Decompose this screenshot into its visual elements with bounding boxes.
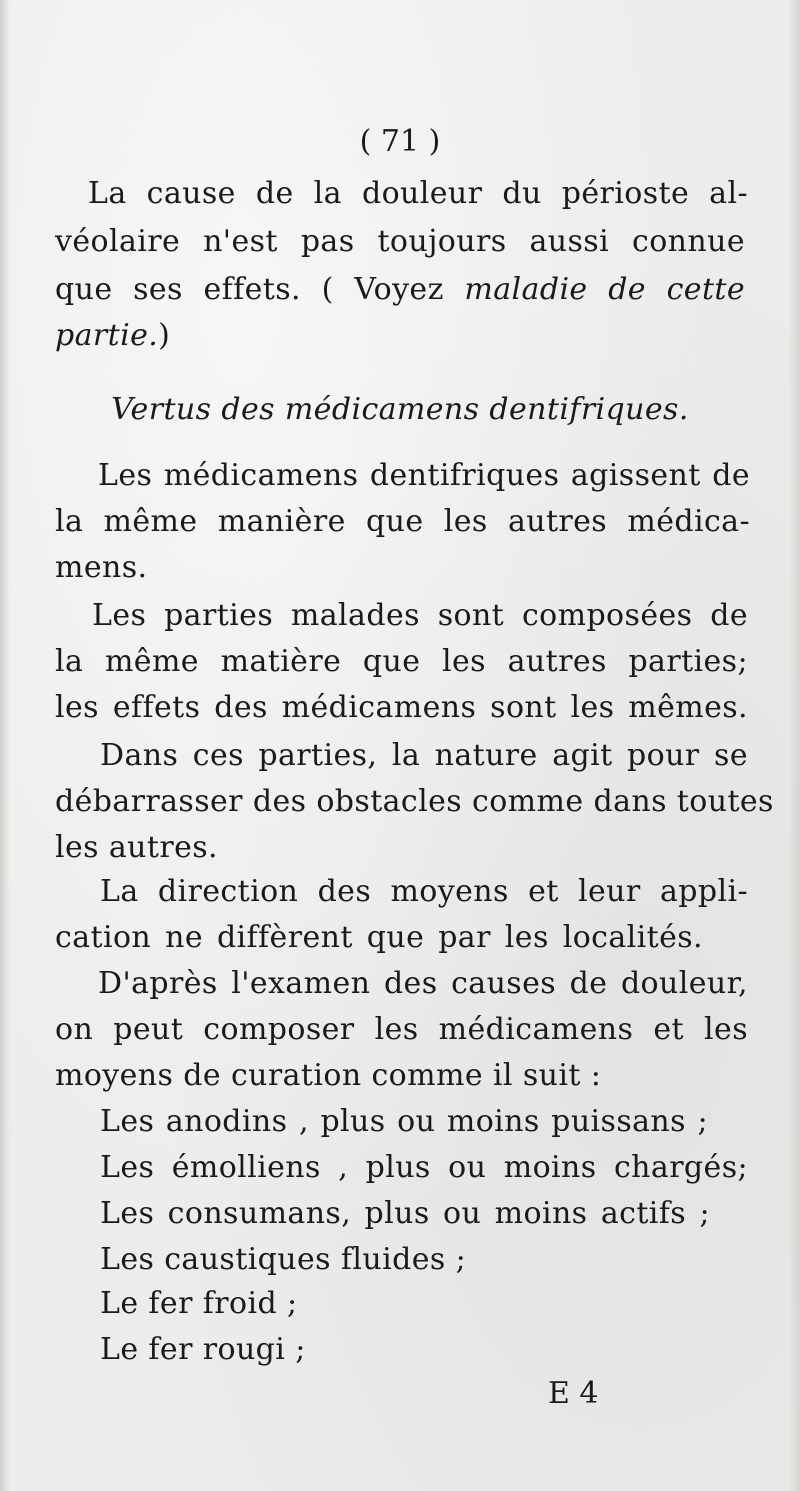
signature-mark: E 4 (548, 1376, 599, 1411)
page-left-edge-shadow (0, 0, 10, 1491)
paragraph-6-line-3: moyens de curation comme il suit : (55, 1058, 602, 1093)
remedy-item: Le fer rougi ; (100, 1332, 306, 1367)
paragraph-4-line-1: Dans ces parties, la nature agit pour se (100, 738, 748, 773)
paragraph-4-line-2: débarrasser des obstacles comme dans toutes (55, 784, 774, 819)
paragraph-1-line-4 (55, 318, 170, 354)
remedy-item: Les émolliens , plus ou moins chargés; (100, 1150, 748, 1185)
paragraph-1-line-3 (55, 272, 745, 308)
remedy-item: Les consumans, plus ou moins actifs ; (100, 1196, 710, 1231)
paragraph-1-line-3-italic: maladie de cette (464, 272, 746, 307)
remedy-item: Le fer froid ; (100, 1286, 298, 1321)
paragraph-6-line-2: on peut composer les médicamens et les (55, 1012, 748, 1047)
page-right-edge-shadow (788, 0, 800, 1491)
paragraph-3-line-2: la même matière que les autres parties; (55, 644, 748, 679)
paragraph-2-line-2: la même manière que les autres médica- (55, 504, 750, 539)
section-heading: Vertus des médicamens dentifriques. (111, 392, 689, 427)
paragraph-1-line-4-roman: ) (158, 318, 171, 353)
paragraph-1-line-2: véolaire n'est pas toujours aussi connue (55, 224, 745, 259)
remedy-item: Les caustiques fluides ; (100, 1242, 467, 1277)
paragraph-1-line-3-roman: que ses effets. ( Voyez (55, 272, 465, 307)
page-number: ( 71 ) (359, 124, 441, 159)
paragraph-2-line-3: mens. (55, 550, 148, 585)
paragraph-5-line-1: La direction des moyens et leur appli- (100, 874, 748, 909)
paragraph-1-line-1: La cause de la douleur du périoste al- (88, 176, 748, 211)
paragraph-6-line-1: D'après l'examen des causes de douleur, (98, 966, 748, 1001)
paragraph-3-line-1: Les parties malades sont composées de (92, 598, 748, 633)
paragraph-2-line-1: Les médicamens dentifriques agissent de (98, 458, 750, 493)
paragraph-1-line-4-italic: partie. (55, 318, 159, 353)
remedy-item: Les anodins , plus ou moins puissans ; (100, 1104, 708, 1139)
paragraph-4-line-3: les autres. (55, 830, 218, 865)
paragraph-3-line-3: les effets des médicamens sont les mêmes. (55, 690, 748, 725)
paragraph-5-line-2: cation ne diffèrent que par les localités. (55, 920, 703, 955)
